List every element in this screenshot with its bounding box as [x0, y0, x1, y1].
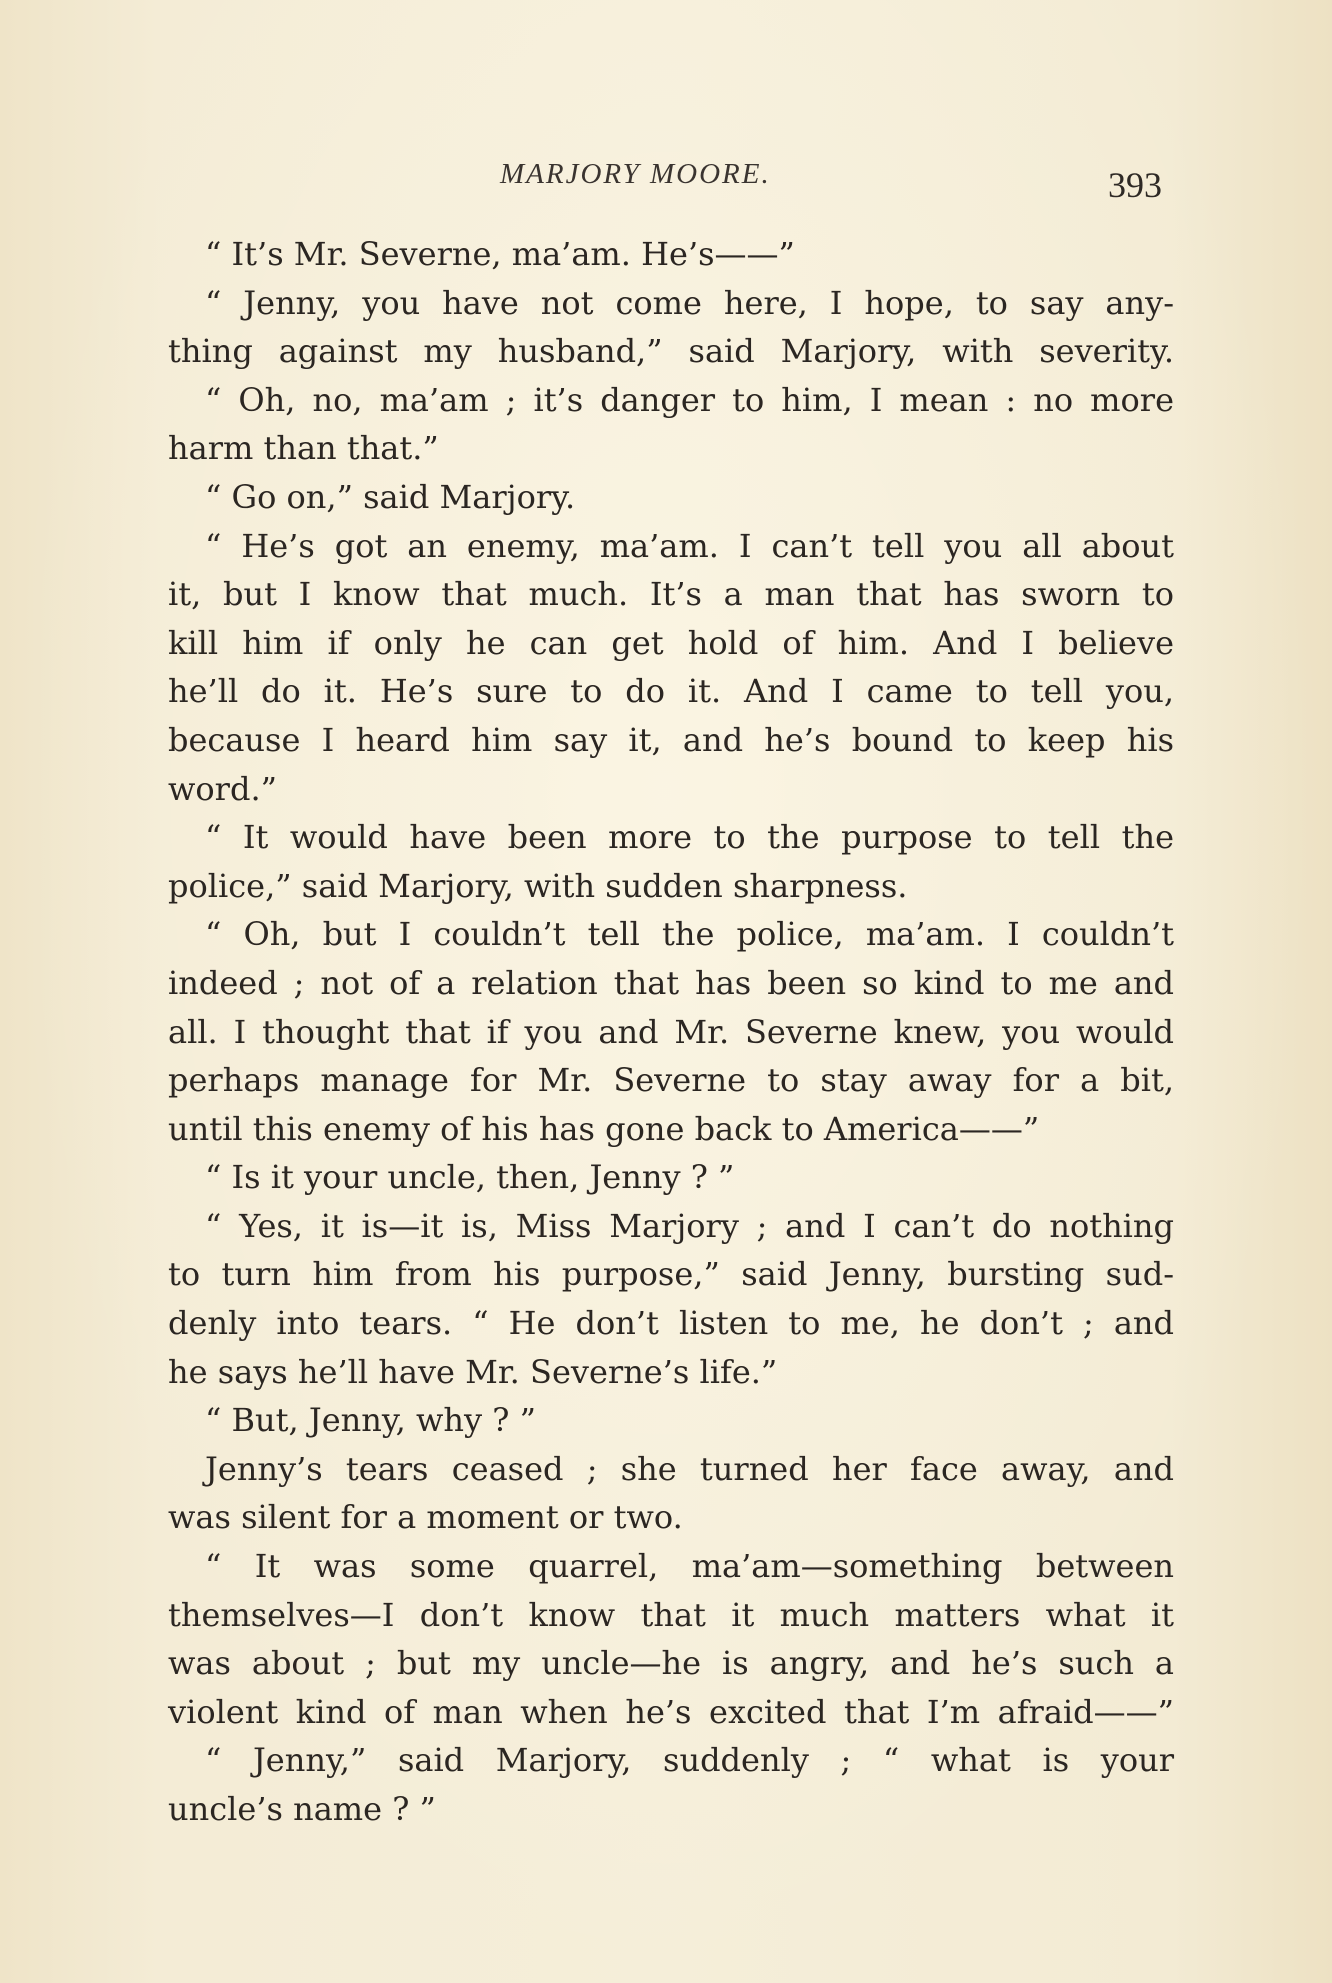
text-line: “ It would have been more to the purpose to tell the	[205, 818, 1174, 857]
text-line: Jenny’s tears ceased ; she turned her face away, and	[205, 1449, 1174, 1488]
page-number: 393	[1108, 165, 1162, 205]
text-line: thing against my husband,” said Marjory, with severity.	[168, 332, 1174, 371]
text-line: uncle’s name ? ”	[168, 1790, 436, 1828]
text-line: he says he’ll have Mr. Severne’s life.”	[168, 1352, 778, 1391]
text-line: was silent for a moment or two.	[168, 1498, 683, 1537]
text-line: because I heard him say it, and he’s bound to keep his	[168, 720, 1174, 759]
text-line: themselves—I don’t know that it much matters what it	[168, 1595, 1174, 1634]
text-line: perhaps manage for Mr. Severne to stay away for a bit,	[168, 1061, 1174, 1100]
text-line: was about ; but my uncle—he is angry, and he’s such a	[168, 1644, 1174, 1683]
text-line: indeed ; not of a relation that has been so kind to me and	[168, 963, 1174, 1002]
text-line: “ Oh, no, ma’am ; it’s danger to him, I mean : no more	[205, 380, 1174, 419]
running-head	[0, 158, 1332, 208]
text-line: “ He’s got an enemy, ma’am. I can’t tell you all about	[205, 526, 1174, 565]
text-line: “ Oh, but I couldn’t tell the police, ma’am. I couldn’t	[205, 915, 1174, 954]
text-line: kill him if only he can get hold of him. And I believe	[168, 623, 1174, 662]
text-line: until this enemy of his has gone back to America——”	[168, 1109, 1040, 1148]
text-line: “ Jenny, you have not come here, I hope, to say any-	[205, 283, 1174, 322]
text-line: word.”	[168, 769, 277, 808]
text-line: “ Is it your uncle, then, Jenny ? ”	[205, 1158, 735, 1197]
text-line: violent kind of man when he’s excited that I’m afraid——”	[168, 1692, 1174, 1731]
text-line: denly into tears. “ He don’t listen to me, he don’t ; and	[168, 1304, 1174, 1343]
text-line: “ But, Jenny, why ? ”	[205, 1401, 536, 1440]
running-title: MARJORY MOORE.	[500, 158, 771, 190]
text-line: all. I thought that if you and Mr. Severne knew, you would	[168, 1012, 1174, 1051]
text-line: it, but I know that much. It’s a man that has sworn to	[168, 575, 1174, 614]
text-line: to turn him from his purpose,” said Jenny, bursting sud-	[168, 1255, 1174, 1294]
text-line: “ Jenny,” said Marjory, suddenly ; “ what is your	[205, 1741, 1174, 1780]
text-line: “ It’s Mr. Severne, ma’am. He’s——”	[205, 235, 795, 273]
text-line: he’ll do it. He’s sure to do it. And I came to tell you,	[168, 672, 1174, 711]
text-line: “ Go on,” said Marjory.	[205, 477, 576, 516]
text-line: “ Yes, it is—it is, Miss Marjory ; and I can’t do nothing	[205, 1206, 1174, 1245]
text-line: police,” said Marjory, with sudden sharpness.	[168, 866, 908, 905]
body-text	[168, 230, 1174, 1834]
text-line: harm than that.”	[168, 429, 439, 468]
text-line: “ It was some quarrel, ma’am—something between	[205, 1547, 1174, 1586]
